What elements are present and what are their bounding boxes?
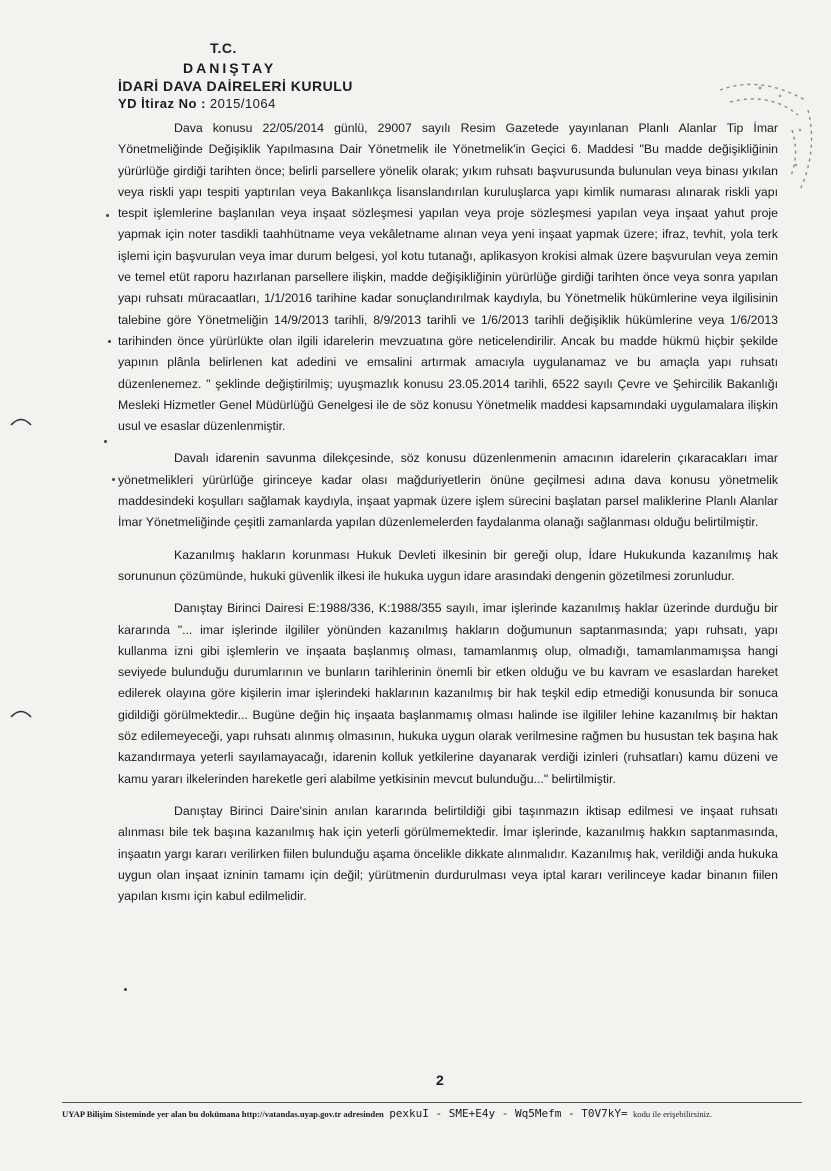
header-board: İDARİ DAVA DAİRELERİ KURULU	[118, 78, 353, 94]
scan-speck-icon	[112, 478, 115, 481]
header-tc: T.C.	[210, 40, 237, 56]
scan-speck-icon	[106, 214, 109, 217]
paragraph: Danıştay Birinci Dairesi E:1988/336, K:1988/355 sayılı, imar işlerinde kazanılmış haklar üzerinde durduğu bir kararında "... imar işlerinde ilgililer yönünden kazanılmış hakların doğumunun saptanmasında; yapı ruhsatı, yapı kullanma izni gibi işlemlerin ve inşaata başlanmış olması, tamamlanmış olup, olmadığı, tamamlanmamışsa hangi seviyede bulunduğu durumlarının ve bunların tarihlerinin önemli bir etken olduğu ve bu kavram ve esaslardan hareket edilerek olayına göre kişilerin imar işlerindeki haklarının kazanılmış bir hak teşkil edip etmediği konusunda bir sonuca gidildiği görülmektedir... Bugüne değin hiç inşaata başlanmamış olması halinde ise ilgililer lehine kazanılmış bir haktan söz edilemeyeceği, yapı ruhsatı alınmış olmasının, hukuka uygun olarak verilmesine rağmen bu husustan tek başına hak kazandırmaya yeterli sayılamayacağı, idarenin kolluk yetkilerine dayanarak verdiği izinleri (ruhsatları) kamu düzeni ve kamu yararı ilkelerinden hareketle geri alabilme yetkisinin mevcut bulunduğu..." belirtilmiştir.	[118, 601, 778, 786]
footer-lead: UYAP Bilişim Sisteminde yer alan bu dokümana http://vatandas.uyap.gov.tr adresinden	[62, 1109, 384, 1119]
paragraph: Kazanılmış hakların korunması Hukuk Devleti ilkesinin bir gereği olup, İdare Hukukunda kazanılmış hak sorununun çözümünde, hukuki güvenlik ilkesi ile hukuka uygun idare arasındaki dengenin gözetilmesi zorunludur.	[118, 547, 778, 583]
page-number: 2	[436, 1072, 444, 1088]
paragraph: Dava konusu 22/05/2014 günlü, 29007 sayılı Resim Gazetede yayınlanan Planlı Alanlar Tip İmar Yönetmeliğinde Değişiklik Yapılmasına Dair Yönetmelik ile Yönetmelik'in Geçici 6. Maddesi "Bu madde değişikliğinin yürürlüğe girdiği tarihten önce; belirli parsellere yönelik olarak; yıkım ruhsatı başvurusunda bulunulan veya binası yıkılan veya riskli yapı tespiti yaptırılan veya Bakanlıkça lisanslandırılan kuruluşlarca yapı kimlik numarası alınarak riskli yapı tespit işlemlerine başlanılan veya inşaat sözleşmesi yapılan veya proje sözleşmesi yapılan veya inşaat yahut proje yapmak için noter tasdikli taahhütname veya vekâletname alınan veya yeni inşaat yapmak üzere; ifraz, tevhit, yola terk işlemi için başvurulan veya imar durum belgesi, yol kotu tutanağı, aplikasyon krokisi almak üzere başvurulan veya zemin ve temel etüt raporu hazırlanan parsellere ilişkin, madde değişikliğinin yürürlüğe girdiği tarihten önce veya sonra yapılan yapı ruhsatı müracaatları, 1/1/2016 tarihine kadar sonuçlandırılmak kaydıyla, bu Yönetmelik hükümlerine veya ilgilisinin talebine göre Yönetmeliğin 14/9/2013 tarihli, 8/9/2013 tarihli ve 1/6/2013 tarihli değişiklik hükümlerine veya 1/6/2013 tarihinden önce yürürlükte olan ilgili idarelerin mevzuatına göre neticelendirilir. Ancak bu madde hükmü hiçbir şekilde yapının plânla belirlenen kat adedini ve emsalini artırmak amacıyla uygulanamaz ve bu amaçla yapı ruhsatı düzenlenemez. " şeklinde değiştirilmiş; uyuşmazlık konusu 23.05.2014 tarihli, 6522 sayılı Çevre ve Şehircilik Bakanlığı Mesleki Hizmetler Genel Müdürlüğü Genelgesi ile de söz konusu Yönetmelik maddesi kapsamındaki uygulamalara ilişkin usul ve esaslar düzenlenmiştir.	[118, 121, 778, 434]
footer-access-code: pexkuI - SME+E4y - Wq5Mefm - T0V7kY=	[389, 1107, 628, 1120]
margin-bracket-icon	[10, 416, 32, 426]
paragraph: Danıştay Birinci Daire'sinin anılan kararında belirtildiği gibi taşınmazın iktisap edilmesi ve inşaat ruhsatı alınması bile tek başına kazanılmış hak için yeterli görülmemektedir. İmar işlerinde, kazanılmış hakkın saptanmasında, inşaatın yargı kararı verilirken fiilen bulunduğu aşama öncelikle dikkate alınmalıdır. Kazanılmış hak, verildiği anda hukuka uygun olan inşaat izninin tamamı için değil; yürütmenin durdurulması veya iptal kararı verilinceye kadar binanın fiilen yapılan kısmı için kabul edilmelidir.	[118, 803, 778, 904]
case-number: 2015/1064	[209, 96, 276, 111]
scan-speck-icon	[124, 988, 127, 991]
margin-bracket-icon	[10, 708, 32, 718]
footer-access-note	[62, 1102, 802, 1120]
footer-tail: kodu ile erişebilirsiniz.	[633, 1109, 712, 1119]
case-number-line	[118, 96, 276, 111]
header-court: DANIŞTAY	[183, 60, 277, 76]
paragraph: Davalı idarenin savunma dilekçesinde, söz konusu düzenlenmenin amacının idarelerin çıkaracakları imar yönetmelikleri yürürlüğe girinceye kadar olası mağduriyetlerin önüne geçilmesi adına dava konusu yönetmelik maddesindeki koşulları sağlamak kaydıyla, inşaat yapmak üzere işlem sürecini başlatan parsel maliklerine Planlı Alanlar İmar Yönetmeliğinde çeşitli zamanlarda yapılan düzenlemelerden faydalanma olanağı sağlanması olduğu belirtilmiştir.	[118, 451, 778, 530]
case-label: YD İtiraz No :	[118, 96, 206, 111]
scan-speck-icon	[108, 340, 111, 343]
body-text	[118, 118, 778, 907]
scan-speck-icon	[104, 440, 107, 443]
